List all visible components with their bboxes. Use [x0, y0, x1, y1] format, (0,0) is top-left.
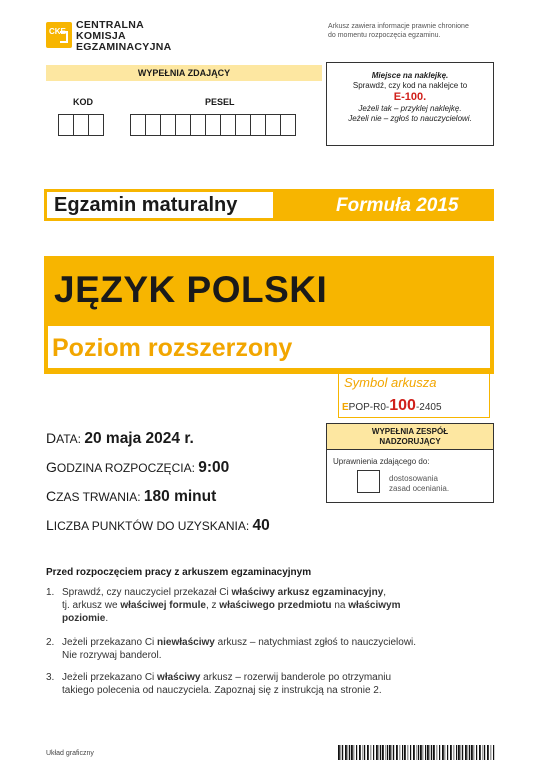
barcode-bar [359, 745, 361, 760]
instruction-item-2 [46, 636, 496, 662]
duration-value: 180 minut [143, 488, 217, 505]
time-value: 9:00 [198, 459, 230, 476]
time-label-cap: G [46, 459, 57, 475]
pesel-label: PESEL [205, 97, 235, 107]
barcode-bar [392, 745, 393, 760]
time-label: ODZINA ROZPOCZĘCIA: [56, 461, 199, 475]
instruction-fragment: Nie rozrywaj banderol. [62, 650, 162, 661]
instruction-fragment: właściwym [348, 600, 401, 611]
instruction-text [62, 671, 496, 697]
barcode-bar [408, 745, 409, 760]
barcode [338, 745, 498, 760]
cke-logo-text [76, 20, 172, 53]
symbol-suffix: -2405 [415, 402, 442, 413]
sticker-code: E-100. [393, 91, 427, 103]
barcode-bar [483, 745, 484, 760]
barcode-bar [437, 745, 438, 760]
barcode-bar [468, 745, 469, 760]
barcode-bar [389, 745, 391, 760]
barcode-bar [367, 745, 369, 760]
symbol-code [342, 397, 442, 417]
barcode-bar [345, 745, 347, 760]
sticker-line-3: Jeżeli nie – zgłoś to nauczycielowi. [348, 114, 472, 123]
instruction-number: 1. [46, 587, 55, 598]
barcode-bar [447, 745, 448, 760]
barcode-bar [349, 745, 350, 760]
exam-name: Egzamin maturalny [47, 192, 273, 218]
team-header [327, 424, 493, 450]
pesel-box[interactable] [265, 114, 281, 136]
barcode-bar [338, 745, 340, 760]
barcode-bar [354, 745, 355, 760]
logo-line-3: EGZAMINACYJNA [76, 41, 172, 53]
supervising-team-box [326, 423, 494, 503]
kod-box[interactable] [88, 114, 104, 136]
logo-mark-bracket [60, 31, 68, 43]
instruction-fragment: , z [205, 600, 220, 611]
instruction-fragment: właściwy [157, 672, 201, 683]
date-value: 20 maja 2024 r. [84, 430, 194, 447]
barcode-bar [484, 745, 485, 760]
barcode-bar [469, 745, 470, 760]
pesel-box[interactable] [220, 114, 236, 136]
barcode-bar [425, 745, 426, 760]
date-label: ATA: [56, 432, 85, 446]
barcode-bar [400, 745, 401, 760]
instruction-fragment: . [105, 613, 109, 624]
instruction-text [62, 586, 496, 625]
cke-logo-mark [46, 22, 72, 48]
barcode-bar [462, 745, 463, 760]
symbol-label: Symbol arkusza [344, 375, 437, 390]
pesel-input-boxes[interactable] [130, 114, 295, 136]
barcode-bar [476, 745, 477, 760]
sticker-area [326, 62, 494, 146]
barcode-bar [382, 745, 384, 760]
barcode-bar [439, 745, 440, 760]
barcode-bar [491, 745, 492, 760]
barcode-bar [442, 745, 444, 760]
instruction-fragment: niewłaściwy [157, 637, 215, 648]
points-line [46, 516, 270, 535]
barcode-bar [474, 745, 475, 760]
barcode-bar [376, 745, 378, 760]
barcode-bar [371, 745, 372, 760]
pesel-box[interactable] [235, 114, 251, 136]
team-header-line-2: NADZORUJĄCY [379, 437, 441, 446]
barcode-bar [393, 745, 394, 760]
instructions-heading: Przed rozpoczęciem pracy z arkuszem egzaminacyjnym [46, 567, 312, 578]
team-header-line-1: WYPEŁNIA ZESPÓŁ [371, 427, 449, 436]
instruction-fragment: poziomie [62, 613, 106, 624]
student-fill-bar: WYPEŁNIA ZDAJĄCY [46, 65, 322, 81]
instruction-fragment: tj. arkusz we [62, 600, 121, 611]
pesel-box[interactable] [280, 114, 296, 136]
barcode-bar [396, 745, 398, 760]
pesel-box[interactable] [250, 114, 266, 136]
barcode-bar [387, 745, 388, 760]
points-label: ICZBA PUNKTÓW DO UZYSKANIA: [53, 519, 253, 533]
sticker-title: Miejsce na naklejkę. [371, 71, 449, 80]
kod-box[interactable] [73, 114, 89, 136]
instruction-fragment: właściwy arkusz egzaminacyjny [231, 587, 384, 598]
barcode-bar [341, 745, 342, 760]
top-note-line-1: Arkusz zawiera informacje prawnie chronione [328, 23, 469, 30]
start-time-line [46, 458, 229, 477]
instruction-fragment: takiego polecenia od nauczyciela. Zapoznaj się z instrukcją na stronie 2. [62, 685, 382, 696]
barcode-bar [410, 745, 411, 760]
barcode-bar [402, 745, 403, 760]
barcode-bar [430, 745, 431, 760]
team-desc-line-1: dostosowania [389, 474, 438, 483]
barcode-bar [380, 745, 381, 760]
subject-level: Poziom rozszerzony [52, 334, 293, 362]
symbol-middle: POP-R0- [348, 402, 390, 413]
barcode-bar [413, 745, 415, 760]
instruction-fragment: Jeżeli przekazano Ci [62, 637, 158, 648]
layout-label: Układ graficzny [46, 750, 94, 757]
barcode-bar [386, 745, 387, 760]
pesel-box[interactable] [145, 114, 161, 136]
barcode-bar [379, 745, 380, 760]
pesel-box[interactable] [160, 114, 176, 136]
duration-label-cap: C [46, 488, 57, 504]
pesel-box[interactable] [190, 114, 206, 136]
points-value: 40 [252, 517, 270, 534]
barcode-bar [418, 745, 419, 760]
pesel-box[interactable] [175, 114, 191, 136]
barcode-bar [420, 745, 422, 760]
adjustment-description [389, 474, 449, 494]
barcode-bar [445, 745, 446, 760]
barcode-bar [363, 745, 364, 760]
instruction-item-1 [46, 586, 496, 625]
barcode-bar [479, 745, 481, 760]
barcode-bar [456, 745, 457, 760]
barcode-bar [431, 745, 432, 760]
sticker-line-2: Jeżeli tak – przyklej naklejkę. [358, 104, 462, 113]
instruction-fragment: właściwego przedmiotu [219, 600, 332, 611]
date-line [46, 429, 194, 448]
instruction-text [62, 636, 496, 662]
team-desc-line-2: zasad oceniania. [389, 484, 450, 493]
barcode-bar [433, 745, 435, 760]
instruction-number: 2. [46, 637, 55, 648]
instruction-fragment: Sprawdź, czy nauczyciel przekazał Ci [62, 587, 232, 598]
subject-title: JĘZYK POLSKI [54, 269, 328, 310]
instruction-fragment: Jeżeli przekazano Ci [62, 672, 158, 683]
barcode-bar [404, 745, 406, 760]
instruction-fragment: na [331, 600, 349, 611]
instruction-fragment: arkusz – rozerwij banderole po otrzymaniu [200, 672, 392, 683]
instruction-number: 3. [46, 672, 55, 683]
pesel-box[interactable] [205, 114, 221, 136]
instruction-fragment: , [383, 587, 387, 598]
barcode-bar [450, 745, 452, 760]
barcode-bar [364, 745, 365, 760]
symbol-number: 100 [389, 397, 416, 414]
barcode-bar [471, 745, 473, 760]
barcode-bar [461, 745, 462, 760]
barcode-bar [454, 745, 455, 760]
barcode-bar [493, 745, 494, 760]
barcode-bar [423, 745, 424, 760]
points-label-cap: L [46, 517, 54, 533]
instruction-fragment: arkusz – natychmiast zgłoś to nauczycielowi. [214, 637, 417, 648]
barcode-bar [373, 745, 374, 760]
duration-label: ZAS TRWANIA: [56, 490, 144, 504]
instruction-item-3 [46, 671, 496, 697]
kod-input-boxes[interactable] [58, 114, 103, 136]
barcode-bar [348, 745, 349, 760]
pesel-box[interactable] [130, 114, 146, 136]
duration-line [46, 487, 216, 506]
logo-line-2: KOMISJA [76, 30, 126, 42]
barcode-bar [458, 745, 460, 760]
sticker-line-1: Sprawdź, czy kod na naklejce to [352, 81, 468, 90]
symbol-prefix: E [342, 402, 349, 413]
barcode-bar [356, 745, 357, 760]
kod-label: KOD [73, 97, 93, 107]
barcode-bar [351, 745, 353, 760]
barcode-bar [417, 745, 418, 760]
adjustment-checkbox[interactable] [357, 470, 380, 493]
barcode-bar [427, 745, 429, 760]
barcode-bar [465, 745, 467, 760]
protected-info-note [328, 22, 508, 40]
barcode-bar [342, 745, 343, 760]
barcode-bar [487, 745, 489, 760]
date-label-cap: D [46, 430, 57, 446]
team-entitlement-label: Uprawnienia zdającego do: [333, 457, 430, 466]
instruction-fragment: właściwej formule [120, 600, 206, 611]
kod-box[interactable] [58, 114, 74, 136]
exam-formula: Formuła 2015 [336, 195, 459, 216]
logo-line-1: CENTRALNA [76, 19, 145, 31]
top-note-line-2: do momentu rozpoczęcia egzaminu. [328, 32, 441, 39]
logo-mark-text: CKE [49, 27, 66, 36]
